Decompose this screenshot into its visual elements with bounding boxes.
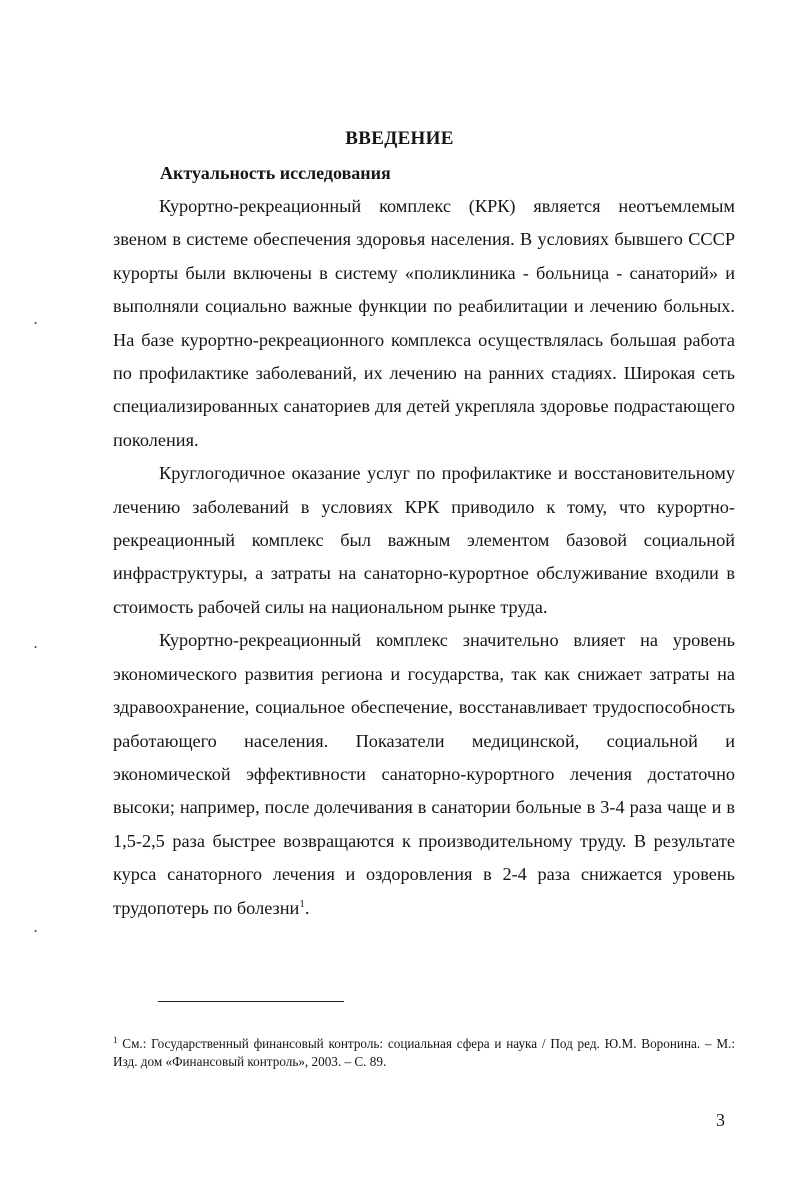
page-title: ВВЕДЕНИЕ xyxy=(345,128,454,149)
footnote-separator xyxy=(158,1001,344,1002)
section-subheading: Актуальность исследования xyxy=(160,163,391,183)
scan-speck: · xyxy=(34,640,37,654)
paragraph-3 xyxy=(113,624,735,925)
paragraph-1: Курортно-рекреационный комплекс (КРК) является неотъемлемым звеном в системе обеспечения здоровья населения. В условиях бывшего СССР курорты были включены в систему «поликлиника - больница - санаторий» и выполняли социально важные функции по реабилитации и лечению больных. На базе курортно-рекреационного комплекса осуществлялась большая работа по профилактике заболеваний, их лечению на ранних стадиях. Широкая сеть специализированных санаториев для детей укрепляла здоровье подрастающего поколения. xyxy=(113,196,735,450)
page-number: 3 xyxy=(716,1110,725,1130)
footnote xyxy=(113,1035,735,1071)
body-text xyxy=(113,190,735,925)
paragraph-3-text: Курортно-рекреационный комплекс значительно влияет на уровень экономического развития региона и государства, так как снижает затраты на здравоохранение, социальное обеспечение, восстанавливает трудоспособность работающего населения. Показатели медицинской, социальной и экономической эффективности санаторно-курортного лечения достаточно высоки; например, после долечивания в санатории больные в 3-4 раза чаще и в 1,5-2,5 раза быстрее возвращаются к производительному труду. В результате курса санаторного лечения и оздоровления в 2-4 раза снижается уровень трудопотерь по болезни xyxy=(113,630,735,918)
footnote-text: См.: Государственный финансовый контроль: социальная сфера и наука / Под ред. Ю.М. Воронина. – М.: Изд. дом «Финансовый контроль», 2003. – С. 89. xyxy=(113,1036,736,1069)
paragraph-3-end: . xyxy=(304,897,310,918)
scan-speck: · xyxy=(34,316,37,330)
scan-speck: · xyxy=(34,924,37,938)
paragraph-2: Круглогодичное оказание услуг по профилактике и восстановительному лечению заболеваний в условиях КРК приводило к тому, что курортно-рекреационный комплекс был важным элементом базовой социальной инфраструктуры, а затраты на санаторно-курортное обслуживание входили в стоимость рабочей силы на национальном рынке труда. xyxy=(113,463,735,617)
footnote-mark: 1 xyxy=(113,1035,118,1045)
footnote-reference: 1 xyxy=(299,897,305,910)
